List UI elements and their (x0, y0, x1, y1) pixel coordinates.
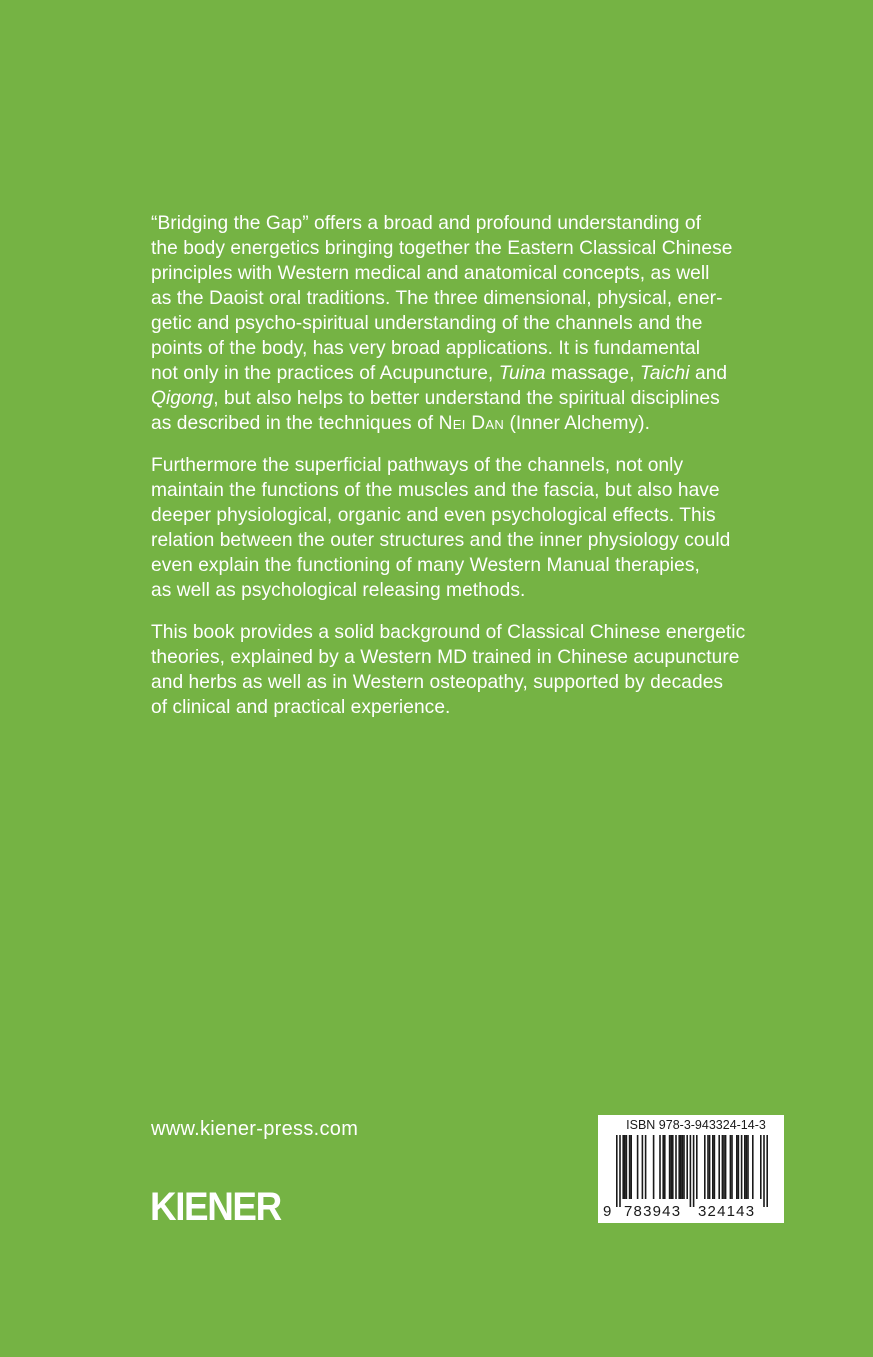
barcode-bar (672, 1135, 674, 1199)
ean-right-digits: 324143 (698, 1203, 756, 1220)
barcode-bar (616, 1135, 618, 1207)
text-line: the body energetics bringing together the Eastern Classical Chinese (151, 238, 733, 259)
text-line: “Bridging the Gap” offers a broad and profound understanding of (151, 213, 702, 234)
barcode-bar (678, 1135, 680, 1199)
blurb-paragraph-2 (151, 453, 811, 603)
text-fragment: and (689, 363, 728, 384)
ean-left-digits: 783943 (624, 1203, 682, 1220)
text-line: even explain the functioning of many Western Manual therapies, (151, 555, 700, 576)
barcode-bar (662, 1135, 664, 1199)
barcode-bar (731, 1135, 733, 1199)
barcode-bar (736, 1135, 738, 1199)
barcode-bar (723, 1135, 725, 1199)
barcode-bar (766, 1135, 768, 1207)
barcode-bar (744, 1135, 746, 1199)
barcode-bar (686, 1135, 688, 1199)
barcode-bar (747, 1135, 749, 1199)
barcode-bar (629, 1135, 631, 1199)
barcode-bar (675, 1135, 677, 1199)
barcode-bar (645, 1135, 647, 1199)
text-line: of clinical and practical experience. (151, 697, 451, 718)
text-fragment: (Inner Alchemy). (504, 413, 650, 434)
barcode-bar (714, 1135, 716, 1199)
term-taichi: Taichi (639, 363, 690, 384)
barcode-bar (659, 1135, 661, 1199)
barcode-bar (712, 1135, 714, 1199)
text-line: theories, explained by a Western MD trained in Chinese acupuncture (151, 647, 740, 668)
term-qigong: Qigong (151, 388, 214, 409)
text-line: principles with Western medical and anatomical concepts, as well (151, 263, 710, 284)
term-tuina: Tuina (498, 363, 546, 384)
barcode-bar (725, 1135, 727, 1199)
barcode-bar (622, 1135, 624, 1199)
barcode-bar (683, 1135, 685, 1199)
text-fragment: , but also helps to better understand the spiritual disciplines (213, 388, 720, 409)
barcode-bar (619, 1135, 621, 1207)
barcode-bar (704, 1135, 706, 1199)
text-fragment: massage, (545, 363, 640, 384)
publisher-logo: KIENER (150, 1185, 281, 1229)
barcode-bar (690, 1135, 692, 1207)
barcode-bar (624, 1135, 626, 1199)
barcode-bar (752, 1135, 754, 1199)
text-line: as well as psychological releasing methods. (151, 580, 526, 601)
barcode-bar (709, 1135, 711, 1199)
barcode-bar (637, 1135, 639, 1199)
publisher-website: www.kiener-press.com (151, 1118, 359, 1140)
text-line: and herbs as well as in Western osteopathy, supported by decades (151, 672, 724, 693)
barcode-bar (626, 1135, 628, 1199)
barcode-bar (718, 1135, 720, 1199)
text-fragment: not only in the practices of Acupuncture, (151, 363, 499, 384)
barcode-bar (653, 1135, 655, 1199)
barcode-bar (696, 1135, 698, 1199)
isbn-barcode (598, 1115, 784, 1223)
text-line: points of the body, has very broad applications. It is fundamental (151, 338, 701, 359)
blurb-paragraph-1 (151, 211, 811, 436)
barcode-bar (760, 1135, 762, 1199)
barcode-bar (693, 1135, 695, 1207)
text-line: Furthermore the superficial pathways of the channels, not only (151, 455, 684, 476)
text-line (151, 361, 811, 386)
text-line: getic and psycho-spiritual understanding of the channels and the (151, 313, 703, 334)
text-fragment: as described in the techniques of (151, 413, 439, 434)
barcode-bar (680, 1135, 682, 1199)
text-line: maintain the functions of the muscles and the fascia, but also have (151, 480, 720, 501)
barcode-bar (669, 1135, 671, 1199)
text-line (151, 411, 811, 436)
ean-first-digit: 9 (603, 1203, 613, 1220)
barcode-bar (664, 1135, 666, 1199)
barcode-bar (642, 1135, 644, 1199)
text-line: This book provides a solid background of Classical Chinese energetic (151, 622, 746, 643)
term-nei-dan: Nei Dan (438, 413, 505, 434)
barcode-bar (738, 1135, 740, 1199)
blurb-paragraph-3 (151, 620, 811, 720)
barcode-bar (670, 1135, 672, 1199)
barcode-bar (730, 1135, 732, 1199)
barcode-bar (630, 1135, 632, 1199)
barcode-bar (682, 1135, 684, 1199)
blurb-text (151, 211, 811, 737)
barcode-bar (763, 1135, 765, 1207)
barcode-bar (722, 1135, 724, 1199)
text-line: deeper physiological, organic and even psychological effects. This (151, 505, 716, 526)
barcode-bar (746, 1135, 748, 1199)
barcode-bar (741, 1135, 743, 1199)
text-line: as the Daoist oral traditions. The three dimensional, physical, ener- (151, 288, 723, 309)
text-line (151, 386, 811, 411)
isbn-label: ISBN 978-3-943324-14-3 (626, 1118, 766, 1132)
barcode-bar (707, 1135, 709, 1199)
text-line: relation between the outer structures and the inner physiology could (151, 530, 731, 551)
